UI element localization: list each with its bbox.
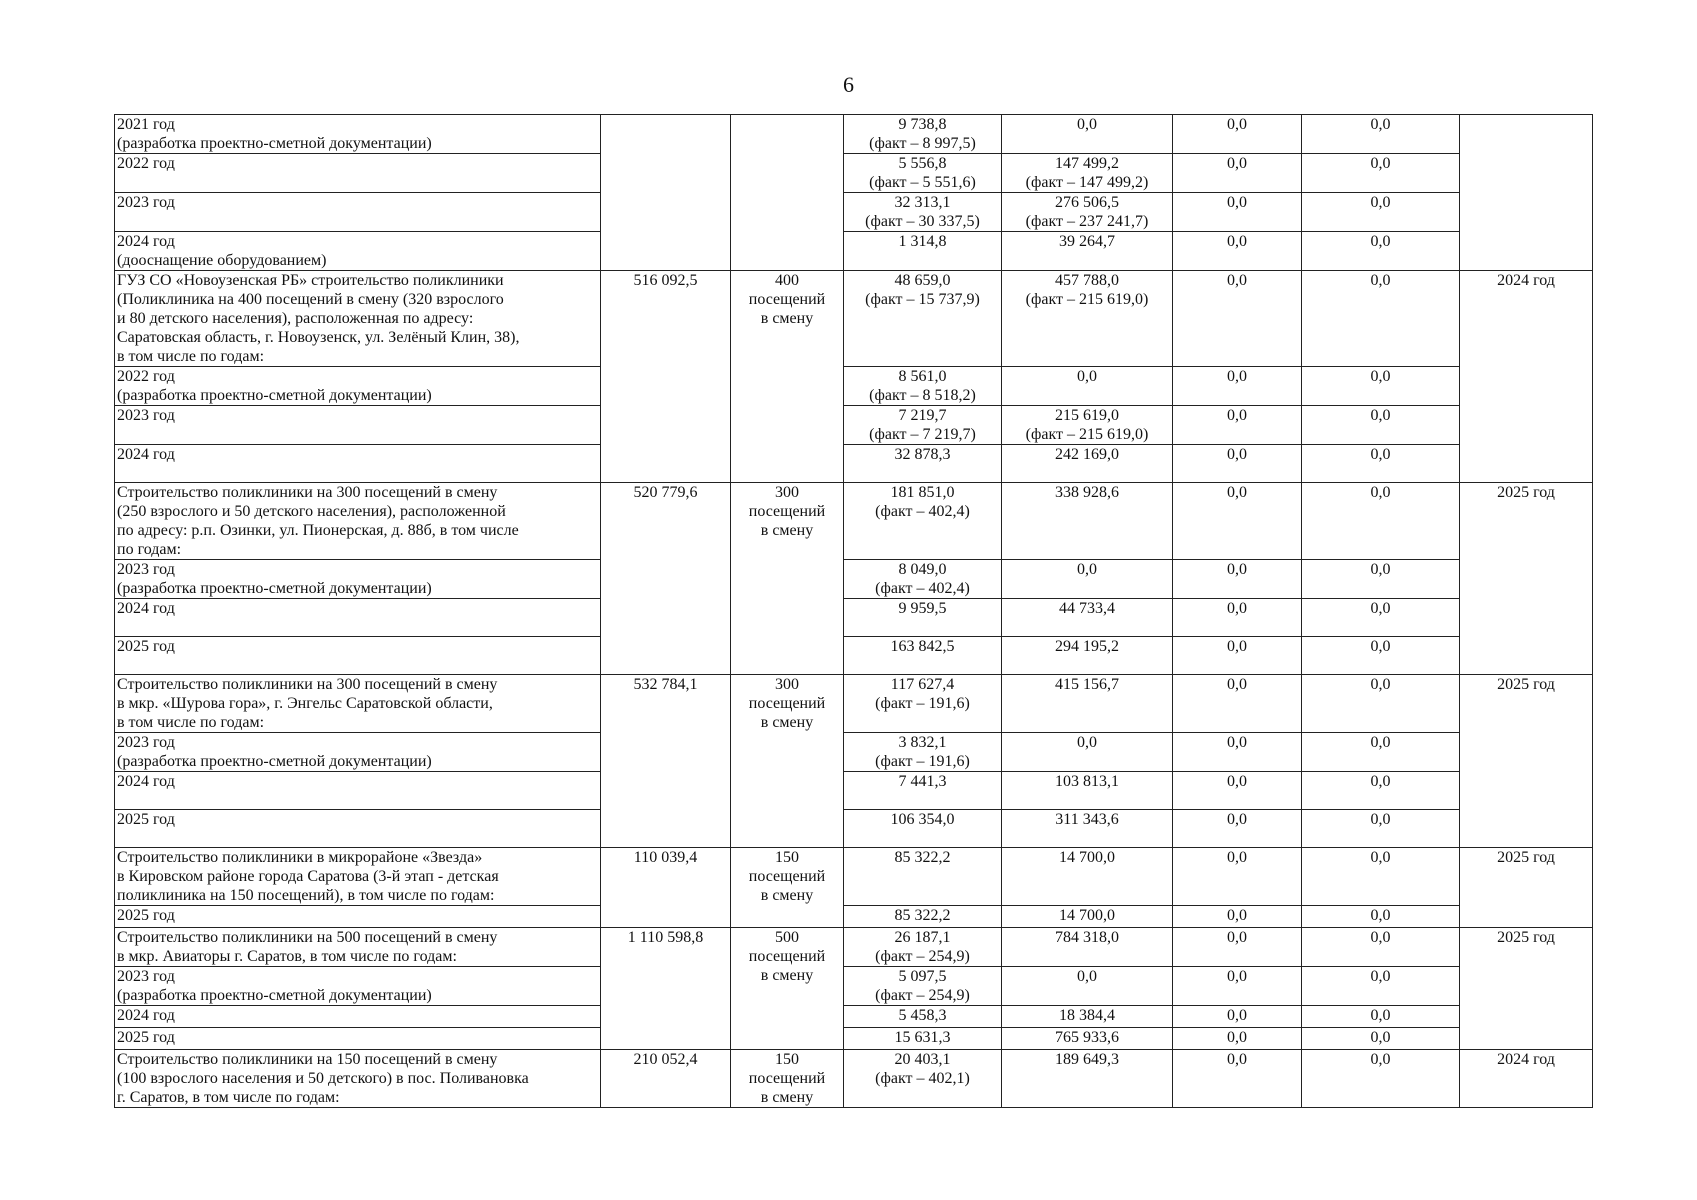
- cell-line: 2023 год: [117, 194, 175, 211]
- other-sources-cell: 0,0: [1302, 483, 1460, 560]
- federal-budget-cell: [844, 1006, 1002, 1028]
- cell-line: 85 322,2: [894, 849, 951, 866]
- total-cost-cell: 210 052,4: [601, 1050, 731, 1108]
- regional-budget-cell: [1002, 115, 1173, 154]
- completion-year-cell: 2025 год: [1460, 848, 1593, 928]
- cell-line: 2025 год: [117, 638, 175, 655]
- federal-budget-cell: [844, 637, 1002, 675]
- cell-line: (факт – 30 337,5): [865, 213, 980, 230]
- cell-line: по годам:: [117, 541, 182, 558]
- table-row: [115, 637, 1593, 675]
- local-budget-cell: 0,0: [1173, 810, 1302, 848]
- local-budget-cell: 0,0: [1173, 1006, 1302, 1028]
- cell-line: посещений: [748, 291, 826, 308]
- cell-line: 311 343,6: [1055, 811, 1119, 828]
- local-budget-cell: 0,0: [1173, 232, 1302, 271]
- cell-line: поликлиника на 150 посещений), в том числе по годам:: [117, 887, 495, 904]
- year-label-cell: [115, 733, 601, 772]
- cell-line: 457 788,0: [1055, 272, 1119, 289]
- regional-budget-cell: [1002, 810, 1173, 848]
- cell-line: 300: [775, 484, 799, 501]
- cell-line: Строительство поликлиники на 150 посещений в смену: [117, 1051, 498, 1068]
- federal-budget-cell: [844, 193, 1002, 232]
- table-row: [115, 967, 1593, 1006]
- year-label-cell: [115, 154, 601, 193]
- cell-line: 106 354,0: [890, 811, 955, 828]
- cell-line: в смену: [760, 967, 814, 984]
- year-label-cell: [115, 906, 601, 928]
- cell-line: (факт – 237 241,7): [1025, 213, 1149, 230]
- cell-line: 20 403,1: [894, 1051, 951, 1068]
- project-name-cell: [115, 483, 601, 560]
- cell-line: в мкр. «Шурова гора», г. Энгельс Саратовской области,: [117, 695, 493, 712]
- federal-budget-cell: [844, 928, 1002, 967]
- cell-line: 181 851,0: [890, 484, 955, 501]
- regional-budget-cell: [1002, 445, 1173, 483]
- cell-line: 32 878,3: [894, 446, 951, 463]
- year-label-cell: [115, 445, 601, 483]
- cell-line: 32 313,1: [894, 194, 951, 211]
- other-sources-cell: 0,0: [1302, 772, 1460, 810]
- cell-line: в смену: [760, 522, 814, 539]
- table-row: [115, 271, 1593, 367]
- budget-table: [114, 114, 1593, 1108]
- regional-budget-cell: [1002, 848, 1173, 906]
- cell-line: 7 441,3: [898, 773, 947, 790]
- regional-budget-cell: [1002, 675, 1173, 733]
- year-label-cell: [115, 637, 601, 675]
- federal-budget-cell: [844, 560, 1002, 599]
- project-name-cell: [115, 675, 601, 733]
- cell-line: 1 314,8: [898, 233, 947, 250]
- completion-year-cell: 2025 год: [1460, 675, 1593, 848]
- federal-budget-cell: [844, 271, 1002, 367]
- federal-budget-cell: [844, 967, 1002, 1006]
- completion-year-cell: 2024 год: [1460, 271, 1593, 483]
- cell-line: 338 928,6: [1055, 484, 1119, 501]
- other-sources-cell: 0,0: [1302, 810, 1460, 848]
- federal-budget-cell: [844, 115, 1002, 154]
- cell-line: (Поликлиника на 400 посещений в смену (320 взрослого: [117, 291, 504, 308]
- cell-line: 147 499,2: [1055, 155, 1119, 172]
- capacity-cell: [731, 1050, 844, 1108]
- local-budget-cell: 0,0: [1173, 406, 1302, 445]
- federal-budget-cell: [844, 445, 1002, 483]
- cell-line: 18 384,4: [1059, 1007, 1115, 1024]
- local-budget-cell: 0,0: [1173, 483, 1302, 560]
- other-sources-cell: 0,0: [1302, 1006, 1460, 1028]
- year-label-cell: [115, 232, 601, 271]
- cell-line: в мкр. Авиаторы г. Саратов, в том числе по годам:: [117, 948, 457, 965]
- year-label-cell: [115, 967, 601, 1006]
- regional-budget-cell: [1002, 1028, 1173, 1050]
- other-sources-cell: 0,0: [1302, 928, 1460, 967]
- cell-line: (разработка проектно-сметной документации): [117, 387, 432, 404]
- cell-line: (факт – 191,6): [875, 753, 970, 770]
- cell-line: 0,0: [1077, 116, 1097, 133]
- total-cost-cell: [601, 115, 731, 271]
- cell-line: (250 взрослого и 50 детского населения), расположенной: [117, 503, 506, 520]
- cell-line: ГУЗ СО «Новоузенская РБ» строительство поликлиники: [117, 272, 504, 289]
- other-sources-cell: 0,0: [1302, 906, 1460, 928]
- cell-line: в смену: [760, 714, 814, 731]
- cell-line: 3 832,1: [898, 734, 947, 751]
- year-label-cell: [115, 810, 601, 848]
- year-label-cell: [115, 115, 601, 154]
- cell-line: 2023 год: [117, 407, 175, 424]
- federal-budget-cell: [844, 406, 1002, 445]
- cell-line: (разработка проектно-сметной документации): [117, 580, 432, 597]
- capacity-cell: [731, 928, 844, 1050]
- cell-line: (факт – 402,4): [875, 503, 970, 520]
- total-cost-cell: 516 092,5: [601, 271, 731, 483]
- other-sources-cell: 0,0: [1302, 193, 1460, 232]
- cell-line: 2023 год: [117, 734, 175, 751]
- federal-budget-cell: [844, 810, 1002, 848]
- cell-line: 276 506,5: [1055, 194, 1119, 211]
- cell-line: (факт – 15 737,9): [865, 291, 980, 308]
- cell-line: 163 842,5: [890, 638, 955, 655]
- cell-line: 8 049,0: [898, 561, 947, 578]
- project-name-cell: [115, 848, 601, 906]
- local-budget-cell: 0,0: [1173, 772, 1302, 810]
- cell-line: г. Саратов, в том числе по годам:: [117, 1089, 340, 1106]
- table-row: [115, 154, 1593, 193]
- cell-line: посещений: [748, 695, 826, 712]
- regional-budget-cell: [1002, 599, 1173, 637]
- cell-line: 2024 год: [117, 446, 175, 463]
- year-label-cell: [115, 193, 601, 232]
- completion-year-cell: 2024 год: [1460, 1050, 1593, 1108]
- other-sources-cell: 0,0: [1302, 675, 1460, 733]
- other-sources-cell: 0,0: [1302, 599, 1460, 637]
- other-sources-cell: 0,0: [1302, 560, 1460, 599]
- regional-budget-cell: [1002, 733, 1173, 772]
- cell-line: Строительство поликлиники на 300 посещений в смену: [117, 484, 498, 501]
- local-budget-cell: 0,0: [1173, 848, 1302, 906]
- table-row: [115, 675, 1593, 733]
- cell-line: 784 318,0: [1055, 929, 1119, 946]
- cell-line: 44 733,4: [1059, 600, 1115, 617]
- cell-line: 5 458,3: [898, 1007, 947, 1024]
- cell-line: (факт – 402,1): [875, 1070, 970, 1087]
- other-sources-cell: 0,0: [1302, 367, 1460, 406]
- cell-line: (факт – 215 619,0): [1025, 426, 1149, 443]
- regional-budget-cell: [1002, 271, 1173, 367]
- regional-budget-cell: [1002, 154, 1173, 193]
- table-row: [115, 115, 1593, 154]
- other-sources-cell: 0,0: [1302, 406, 1460, 445]
- cell-line: Строительство поликлиники на 500 посещений в смену: [117, 929, 498, 946]
- total-cost-cell: 110 039,4: [601, 848, 731, 928]
- table-row: [115, 367, 1593, 406]
- other-sources-cell: 0,0: [1302, 232, 1460, 271]
- project-name-cell: [115, 1050, 601, 1108]
- federal-budget-cell: [844, 232, 1002, 271]
- table-row: [115, 599, 1593, 637]
- table-row: [115, 445, 1593, 483]
- cell-line: 500: [775, 929, 799, 946]
- table-row: [115, 810, 1593, 848]
- cell-line: в смену: [760, 310, 814, 327]
- project-name-cell: [115, 928, 601, 967]
- federal-budget-cell: [844, 1028, 1002, 1050]
- cell-line: 2024 год: [117, 233, 175, 250]
- completion-year-cell: 2025 год: [1460, 928, 1593, 1050]
- cell-line: (100 взрослого населения и 50 детского) в пос. Поливановка: [117, 1070, 529, 1087]
- regional-budget-cell: [1002, 928, 1173, 967]
- cell-line: 9 959,5: [898, 600, 947, 617]
- cell-line: (дооснащение оборудованием): [117, 252, 327, 269]
- regional-budget-cell: [1002, 637, 1173, 675]
- local-budget-cell: 0,0: [1173, 115, 1302, 154]
- cell-line: 48 659,0: [894, 272, 951, 289]
- cell-line: (факт – 7 219,7): [869, 426, 976, 443]
- page-number: 6: [843, 72, 854, 97]
- local-budget-cell: 0,0: [1173, 367, 1302, 406]
- capacity-cell: [731, 675, 844, 848]
- cell-line: (факт – 191,6): [875, 695, 970, 712]
- table-row: [115, 483, 1593, 560]
- cell-line: (факт – 254,9): [875, 987, 970, 1004]
- cell-line: 765 933,6: [1055, 1029, 1119, 1046]
- other-sources-cell: 0,0: [1302, 1028, 1460, 1050]
- cell-line: в том числе по годам:: [117, 714, 265, 731]
- capacity-cell: [731, 848, 844, 928]
- regional-budget-cell: [1002, 560, 1173, 599]
- table-row: [115, 906, 1593, 928]
- cell-line: 5 556,8: [898, 155, 947, 172]
- table-row: [115, 232, 1593, 271]
- table-row: [115, 1050, 1593, 1108]
- cell-line: (разработка проектно-сметной документации): [117, 753, 432, 770]
- total-cost-cell: 520 779,6: [601, 483, 731, 675]
- local-budget-cell: 0,0: [1173, 445, 1302, 483]
- cell-line: (разработка проектно-сметной документации): [117, 987, 432, 1004]
- project-name-cell: [115, 271, 601, 367]
- table-row: [115, 733, 1593, 772]
- regional-budget-cell: [1002, 1050, 1173, 1108]
- cell-line: (факт – 8 518,2): [869, 387, 976, 404]
- other-sources-cell: 0,0: [1302, 445, 1460, 483]
- cell-line: 2023 год: [117, 968, 175, 985]
- cell-line: 5 097,5: [898, 968, 947, 985]
- cell-line: 400: [775, 272, 799, 289]
- cell-line: 2025 год: [117, 1029, 175, 1046]
- completion-year-cell: [1460, 115, 1593, 271]
- cell-line: 26 187,1: [894, 929, 951, 946]
- cell-line: 14 700,0: [1059, 907, 1115, 924]
- cell-line: 14 700,0: [1059, 849, 1115, 866]
- table-row: [115, 772, 1593, 810]
- other-sources-cell: 0,0: [1302, 1050, 1460, 1108]
- regional-budget-cell: [1002, 367, 1173, 406]
- cell-line: 0,0: [1077, 734, 1097, 751]
- regional-budget-cell: [1002, 193, 1173, 232]
- cell-line: 415 156,7: [1055, 676, 1119, 693]
- local-budget-cell: 0,0: [1173, 1050, 1302, 1108]
- table-row: [115, 193, 1593, 232]
- cell-line: (факт – 215 619,0): [1025, 291, 1149, 308]
- table-row: [115, 1006, 1593, 1028]
- cell-line: 2024 год: [117, 600, 175, 617]
- cell-line: 2025 год: [117, 811, 175, 828]
- cell-line: 189 649,3: [1055, 1051, 1119, 1068]
- capacity-cell: [731, 115, 844, 271]
- year-label-cell: [115, 560, 601, 599]
- cell-line: посещений: [748, 948, 826, 965]
- other-sources-cell: 0,0: [1302, 637, 1460, 675]
- local-budget-cell: 0,0: [1173, 154, 1302, 193]
- federal-budget-cell: [844, 772, 1002, 810]
- cell-line: 2021 год: [117, 116, 175, 133]
- cell-line: 85 322,2: [894, 907, 951, 924]
- year-label-cell: [115, 1028, 601, 1050]
- capacity-cell: [731, 271, 844, 483]
- cell-line: и 80 детского населения), расположенная по адресу:: [117, 310, 474, 327]
- cell-line: в смену: [760, 887, 814, 904]
- other-sources-cell: 0,0: [1302, 271, 1460, 367]
- table-row: [115, 928, 1593, 967]
- total-cost-cell: 1 110 598,8: [601, 928, 731, 1050]
- cell-line: по адресу: р.п. Озинки, ул. Пионерская, д. 88б, в том числе: [117, 522, 519, 539]
- federal-budget-cell: [844, 483, 1002, 560]
- cell-line: Строительство поликлиники в микрорайоне «Звезда»: [117, 849, 483, 866]
- federal-budget-cell: [844, 154, 1002, 193]
- cell-line: 2023 год: [117, 561, 175, 578]
- cell-line: 0,0: [1077, 561, 1097, 578]
- cell-line: (факт – 402,4): [875, 580, 970, 597]
- federal-budget-cell: [844, 599, 1002, 637]
- local-budget-cell: 0,0: [1173, 560, 1302, 599]
- regional-budget-cell: [1002, 906, 1173, 928]
- cell-line: (факт – 5 551,6): [869, 174, 976, 191]
- cell-line: посещений: [748, 868, 826, 885]
- cell-line: 0,0: [1077, 968, 1097, 985]
- cell-line: Строительство поликлиники на 300 посещений в смену: [117, 676, 498, 693]
- cell-line: 242 169,0: [1055, 446, 1119, 463]
- federal-budget-cell: [844, 848, 1002, 906]
- cell-line: в Кировском районе города Саратова (3-й этап - детская: [117, 868, 499, 885]
- cell-line: 2022 год: [117, 155, 175, 172]
- local-budget-cell: 0,0: [1173, 271, 1302, 367]
- cell-line: 39 264,7: [1059, 233, 1115, 250]
- regional-budget-cell: [1002, 1006, 1173, 1028]
- total-cost-cell: 532 784,1: [601, 675, 731, 848]
- table-row: [115, 406, 1593, 445]
- capacity-cell: [731, 483, 844, 675]
- year-label-cell: [115, 599, 601, 637]
- regional-budget-cell: [1002, 232, 1173, 271]
- cell-line: 2022 год: [117, 368, 175, 385]
- local-budget-cell: 0,0: [1173, 599, 1302, 637]
- cell-line: Саратовская область, г. Новоузенск, ул. Зелёный Клин, 38),: [117, 329, 520, 346]
- year-label-cell: [115, 406, 601, 445]
- completion-year-cell: 2025 год: [1460, 483, 1593, 675]
- year-label-cell: [115, 1006, 601, 1028]
- federal-budget-cell: [844, 733, 1002, 772]
- other-sources-cell: 0,0: [1302, 154, 1460, 193]
- local-budget-cell: 0,0: [1173, 637, 1302, 675]
- cell-line: 300: [775, 676, 799, 693]
- cell-line: 7 219,7: [898, 407, 947, 424]
- federal-budget-cell: [844, 1050, 1002, 1108]
- cell-line: в том числе по годам:: [117, 348, 265, 365]
- other-sources-cell: 0,0: [1302, 115, 1460, 154]
- cell-line: 2024 год: [117, 1007, 175, 1024]
- regional-budget-cell: [1002, 406, 1173, 445]
- federal-budget-cell: [844, 675, 1002, 733]
- local-budget-cell: 0,0: [1173, 906, 1302, 928]
- year-label-cell: [115, 367, 601, 406]
- cell-line: в смену: [760, 1089, 814, 1106]
- cell-line: 294 195,2: [1055, 638, 1119, 655]
- cell-line: (факт – 254,9): [875, 948, 970, 965]
- local-budget-cell: 0,0: [1173, 675, 1302, 733]
- federal-budget-cell: [844, 906, 1002, 928]
- local-budget-cell: 0,0: [1173, 1028, 1302, 1050]
- cell-line: (факт – 147 499,2): [1025, 174, 1149, 191]
- table-row: [115, 848, 1593, 906]
- local-budget-cell: 0,0: [1173, 733, 1302, 772]
- year-label-cell: [115, 772, 601, 810]
- cell-line: 15 631,3: [894, 1029, 951, 1046]
- cell-line: 0,0: [1077, 368, 1097, 385]
- regional-budget-cell: [1002, 772, 1173, 810]
- cell-line: 215 619,0: [1055, 407, 1119, 424]
- table-row: [115, 560, 1593, 599]
- cell-line: 2024 год: [117, 773, 175, 790]
- local-budget-cell: 0,0: [1173, 193, 1302, 232]
- other-sources-cell: 0,0: [1302, 848, 1460, 906]
- local-budget-cell: 0,0: [1173, 967, 1302, 1006]
- cell-line: 103 813,1: [1055, 773, 1119, 790]
- cell-line: (факт – 8 997,5): [869, 135, 976, 152]
- local-budget-cell: 0,0: [1173, 928, 1302, 967]
- cell-line: 150: [775, 1051, 799, 1068]
- cell-line: 8 561,0: [898, 368, 947, 385]
- table-row: [115, 1028, 1593, 1050]
- cell-line: 2025 год: [117, 907, 175, 924]
- cell-line: 117 627,4: [890, 676, 955, 693]
- cell-line: посещений: [748, 1070, 826, 1087]
- cell-line: 9 738,8: [898, 116, 947, 133]
- regional-budget-cell: [1002, 967, 1173, 1006]
- federal-budget-cell: [844, 367, 1002, 406]
- other-sources-cell: 0,0: [1302, 733, 1460, 772]
- regional-budget-cell: [1002, 483, 1173, 560]
- other-sources-cell: 0,0: [1302, 967, 1460, 1006]
- cell-line: 150: [775, 849, 799, 866]
- cell-line: посещений: [748, 503, 826, 520]
- cell-line: (разработка проектно-сметной документации): [117, 135, 432, 152]
